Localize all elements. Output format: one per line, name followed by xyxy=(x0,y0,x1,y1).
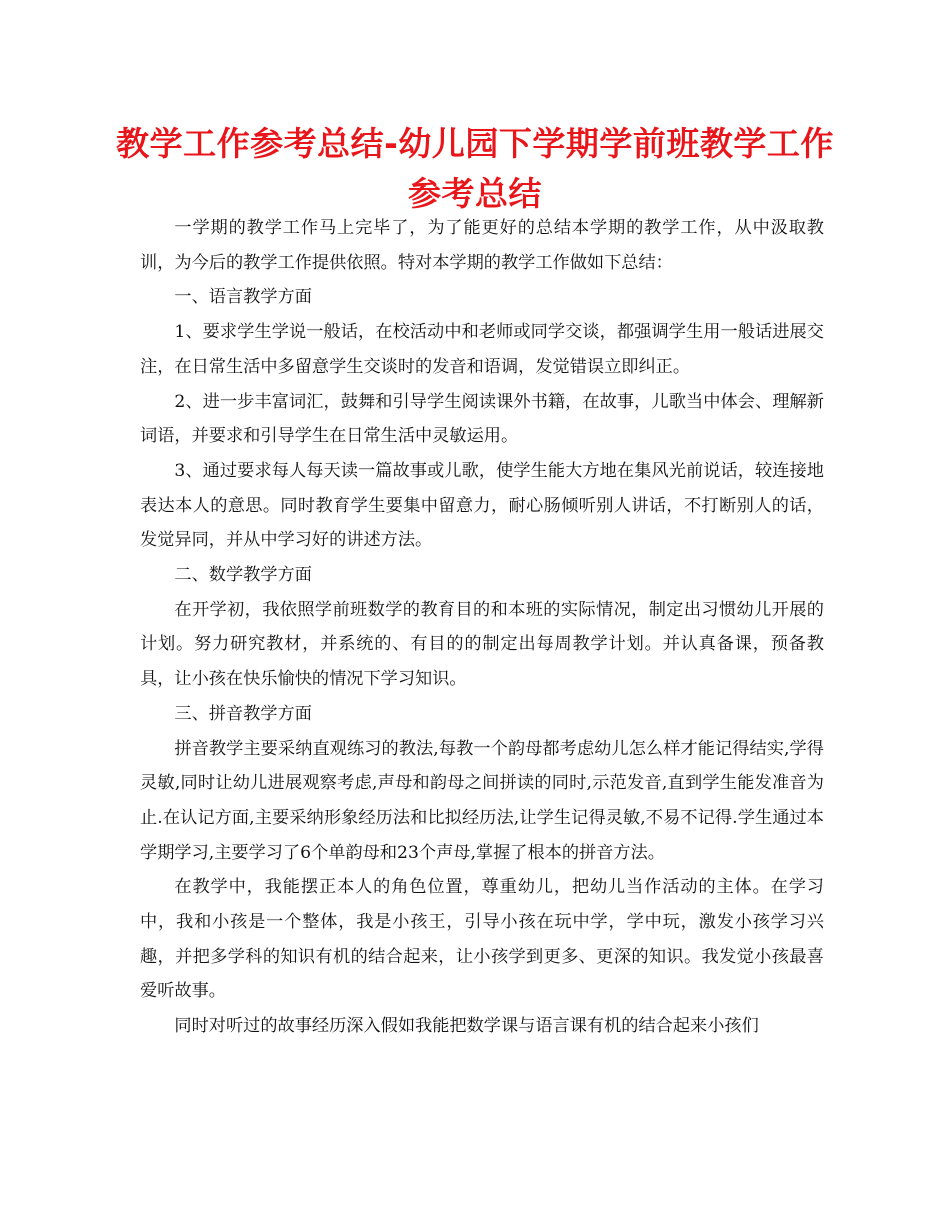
section-heading-math: 二、数学教学方面 xyxy=(174,565,312,586)
document-title-line-2: 参考总结 xyxy=(408,174,542,213)
document-title-line-1: 教学工作参考总结-幼儿园下学期学前班教学工作 xyxy=(116,124,834,163)
paragraph-stories: 同时对听过的故事经历深入假如我能把数学课与语言课有机的结合起来小孩们 xyxy=(174,1016,759,1037)
document-body xyxy=(140,211,824,1044)
section-heading-language: 一、语言教学方面 xyxy=(174,287,312,308)
paragraph-language-2: 2、进一步丰富词汇，鼓舞和引导学生阅读课外书籍，在故事，儿歌当中体会、理解新词语，并要求和引导学生在日常生活中灵敏运用。 xyxy=(140,391,824,447)
paragraph-language-1: 1、要求学生学说一般话，在校活动中和老师或同学交谈，都强调学生用一般话进展交注，在日常生活中多留意学生交谈时的发音和语调，发觉错误立即纠正。 xyxy=(140,322,824,377)
paragraph-math: 在开学初，我依照学前班数学的教育目的和本班的实际情况，制定出习惯幼儿开展的计划。努力研究教材，并系统的、有目的的制定出每周教学计划。并认真备课，预备教具，让小孩在快乐愉快的情况下学习知识。 xyxy=(140,599,824,690)
paragraph-teaching: 在教学中，我能摆正本人的角色位置，尊重幼儿，把幼儿当作活动的主体。在学习中，我和小孩是一个整体，我是小孩王，引导小孩在玩中学，学中玩，激发小孩学习兴趣，并把多学科的知识有机的结合起来，让小孩学到更多、更深的知识。我发觉小孩最喜爱听故事。 xyxy=(140,877,824,1002)
paragraph-intro: 一学期的教学工作马上完毕了，为了能更好的总结本学期的教学工作，从中汲取教训，为今后的教学工作提供依照。特对本学期的教学工作做如下总结： xyxy=(140,218,824,273)
paragraph-language-3: 3、通过要求每人每天读一篇故事或儿歌，使学生能大方地在集风光前说话，较连接地表达本人的意思。同时教育学生要集中留意力，耐心肠倾听别人讲话，不打断别人的话，发觉异同，并从中学习好的讲述方法。 xyxy=(140,460,824,551)
section-heading-pinyin: 三、拼音教学方面 xyxy=(174,703,312,724)
paragraph-pinyin: 拼音教学主要采纳直观练习的教法,每教一个韵母都考虑幼儿怎么样才能记得结实,学得灵敏,同时让幼儿进展观察考虑,声母和韵母之间拼读的同时,示范发音,直到学生能发准音为止.在认记方面,主要采纳形象经历法和比拟经历法,让学生记得灵敏,不易不记得.学生通过本学期学习,主要学习了6个单韵母和23个声母,掌握了根本的拼音方法。 xyxy=(140,738,824,863)
